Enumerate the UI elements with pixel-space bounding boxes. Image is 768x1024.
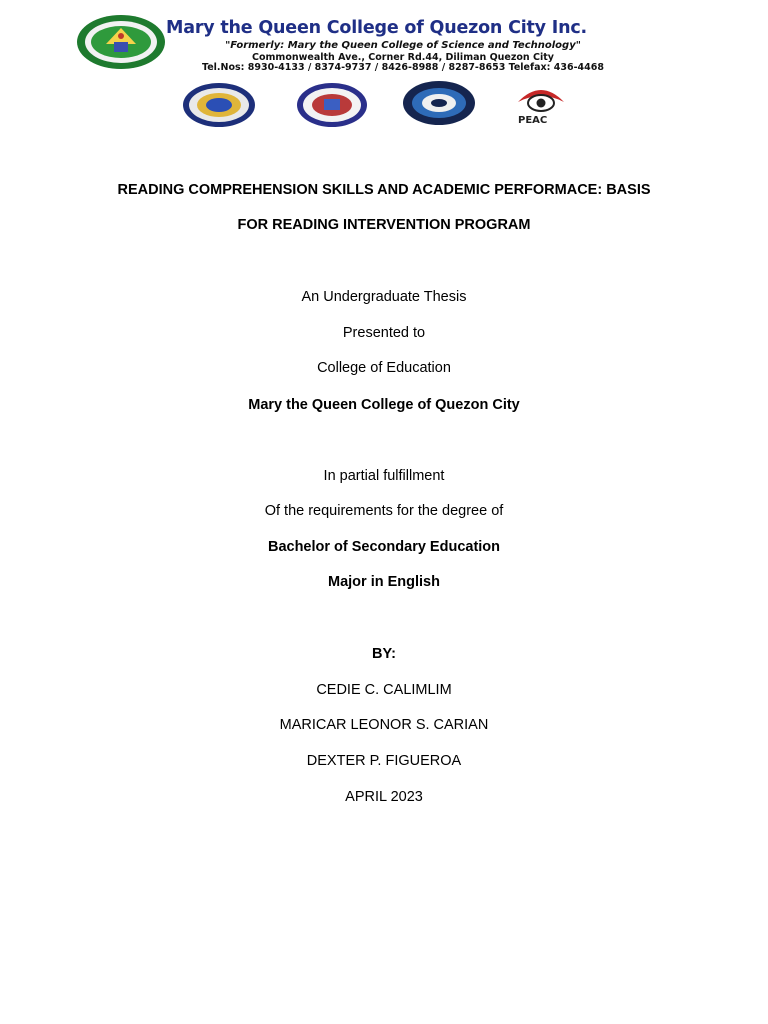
school-phones: Tel.Nos: 8930-4133 / 8374-9737 / 8426-8988 / 8287-8653 Telefax: 436-4468: [202, 62, 604, 73]
school-address: Commonwealth Ave., Corner Rd.44, Diliman Quezon City: [252, 52, 554, 63]
letterhead: [0, 0, 768, 140]
formerly-name: "Formerly: Mary the Queen College of Science and Technology": [225, 40, 581, 51]
peac-logo: [514, 84, 568, 116]
institution-name: Mary the Queen College of Quezon City: [248, 397, 520, 413]
by-label: BY:: [372, 646, 396, 662]
degree-name: Bachelor of Secondary Education: [267, 539, 501, 555]
fulfillment-line-1: In partial fulfillment: [323, 468, 445, 484]
school-name: Mary the Queen College of Quezon City Inc.: [166, 18, 587, 38]
thesis-title-line-2: FOR READING INTERVENTION PROGRAM: [237, 217, 531, 233]
author-name: CEDIE C. CALIMLIM: [316, 682, 452, 698]
deped-seal-logo: [296, 82, 368, 128]
author-name: MARICAR LEONOR S. CARIAN: [279, 717, 489, 733]
submission-date: APRIL 2023: [345, 789, 423, 805]
peac-label: PEAC: [518, 115, 548, 126]
fulfillment-line-2: Of the requirements for the degree of: [264, 503, 504, 519]
tesda-seal-logo: [402, 80, 476, 126]
thesis-type: An Undergraduate Thesis: [301, 289, 467, 305]
major-name: Major in English: [328, 574, 440, 590]
college-seal-logo: [76, 14, 166, 70]
author-name: DEXTER P. FIGUEROA: [306, 753, 462, 769]
presented-to: Presented to: [342, 325, 426, 341]
thesis-title-line-1: READING COMPREHENSION SKILLS AND ACADEMIC PERFORMACE: BASIS: [117, 182, 651, 198]
ched-seal-logo: [182, 82, 256, 128]
college-name: College of Education: [317, 360, 451, 376]
